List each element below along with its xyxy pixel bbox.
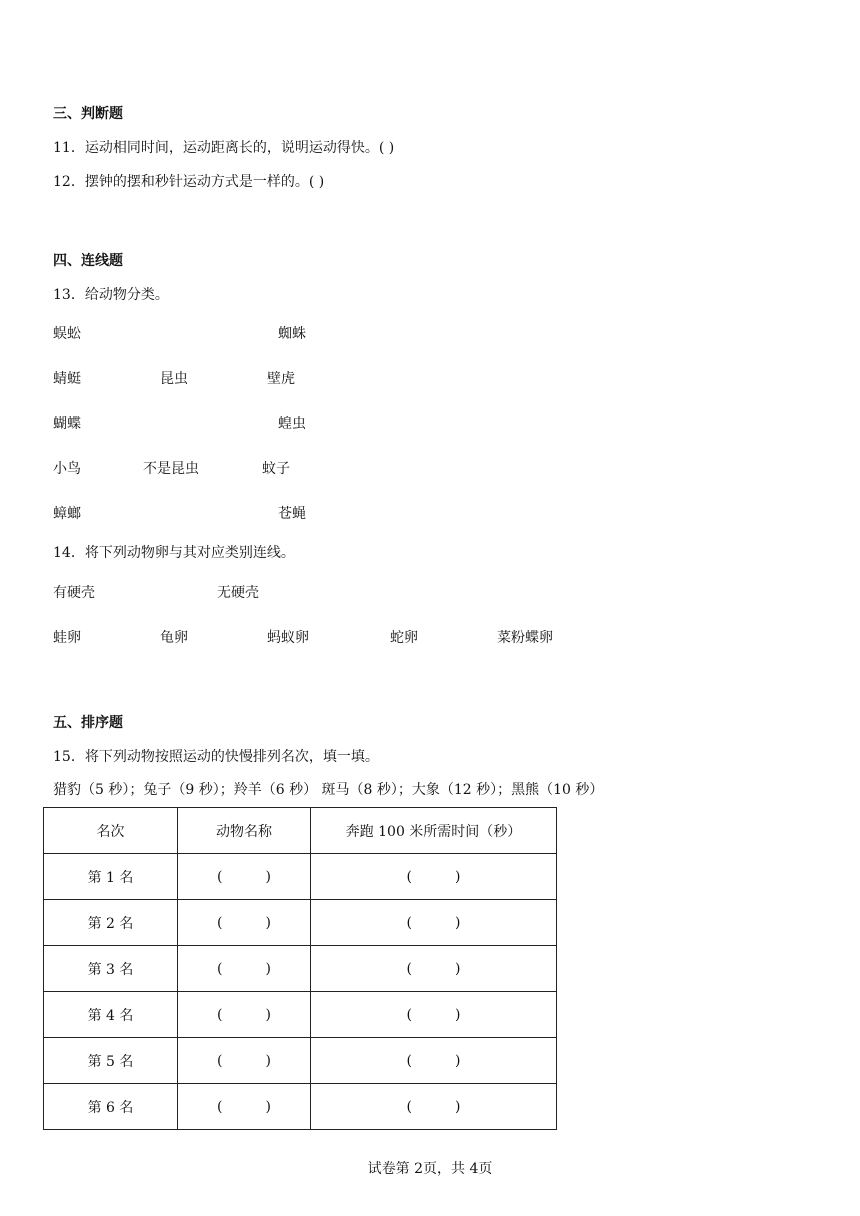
open-paren: ( [217,960,223,977]
section-3-title: 三、判断题 [53,106,123,122]
q15-animal-times: 猎豹（5 秒）；兔子（9 秒）；羚羊（6 秒） 斑马（8 秒）；大象（12 秒）；黑熊（10 秒） [53,782,604,798]
animal-name-blank[interactable] [178,854,311,900]
open-paren: ( [406,1052,412,1069]
q13-category-not-insect: 不是昆虫 [143,461,199,477]
close-paren: ) [265,1052,271,1069]
open-paren: ( [406,868,412,885]
ranking-table [43,807,557,1130]
answer-parentheses [217,915,271,931]
close-paren: ) [455,914,461,931]
question-14: 14．将下列动物卵与其对应类别连线。 [53,545,295,561]
close-paren: ) [265,868,271,885]
close-paren: ) [455,960,461,977]
close-paren: ) [265,914,271,931]
rank-label: 第 4 名 [44,992,178,1038]
q13-item-bird: 小鸟 [53,461,81,477]
answer-parentheses [217,1007,271,1023]
rank-label: 第 3 名 [44,946,178,992]
q13-item-dragonfly: 蜻蜓 [53,371,81,387]
open-paren: ( [406,1006,412,1023]
time-blank[interactable] [311,854,557,900]
open-paren: ( [406,960,412,977]
q13-item-fly: 苍蝇 [278,506,306,522]
rank-label: 第 6 名 [44,1084,178,1130]
table-row [44,1038,557,1084]
open-paren: ( [217,1006,223,1023]
q13-category-insect: 昆虫 [160,371,188,387]
open-paren: ( [217,1098,223,1115]
q14-category-hard-shell: 有硬壳 [53,585,95,601]
time-blank[interactable] [311,1084,557,1130]
q13-item-cockroach: 蟑螂 [53,506,81,522]
question-12: 12．摆钟的摆和秒针运动方式是一样的。( ) [53,174,325,190]
open-paren: ( [406,1098,412,1115]
answer-parentheses [217,1053,271,1069]
answer-parentheses [217,1099,271,1115]
answer-parentheses [407,1099,461,1115]
open-paren: ( [406,914,412,931]
time-blank[interactable] [311,1038,557,1084]
q13-item-centipede: 蜈蚣 [53,326,81,342]
time-blank[interactable] [311,946,557,992]
answer-parentheses [407,869,461,885]
open-paren: ( [217,914,223,931]
time-blank[interactable] [311,900,557,946]
table-row [44,900,557,946]
q13-item-mosquito: 蚊子 [262,461,290,477]
close-paren: ) [455,1006,461,1023]
header-animal-name: 动物名称 [178,808,311,854]
q14-item-ant-egg: 蚂蚁卵 [267,630,309,646]
page-footer: 试卷第 2页，共 4页 [367,1161,493,1177]
header-rank: 名次 [44,808,178,854]
q14-item-snake-egg: 蛇卵 [390,630,418,646]
animal-name-blank[interactable] [178,900,311,946]
q13-item-spider: 蜘蛛 [278,326,306,342]
q14-item-turtle-egg: 龟卵 [160,630,188,646]
q13-item-locust: 蝗虫 [278,416,306,432]
animal-name-blank[interactable] [178,946,311,992]
answer-parentheses [217,869,271,885]
q13-item-butterfly: 蝴蝶 [53,416,81,432]
animal-name-blank[interactable] [178,992,311,1038]
open-paren: ( [217,1052,223,1069]
rank-label: 第 1 名 [44,854,178,900]
animal-name-blank[interactable] [178,1084,311,1130]
rank-label: 第 5 名 [44,1038,178,1084]
q14-item-frog-egg: 蛙卵 [53,630,81,646]
rank-label: 第 2 名 [44,900,178,946]
section-4-title: 四、连线题 [53,253,123,269]
open-paren: ( [217,868,223,885]
table-row [44,854,557,900]
question-13: 13．给动物分类。 [53,287,169,303]
close-paren: ) [455,1098,461,1115]
question-11: 11．运动相同时间，运动距离长的，说明运动得快。( ) [53,140,395,156]
section-5-title: 五、排序题 [53,715,123,731]
animal-name-blank[interactable] [178,1038,311,1084]
answer-parentheses [407,1007,461,1023]
question-15: 15．将下列动物按照运动的快慢排列名次，填一填。 [53,749,379,765]
table-row [44,1084,557,1130]
header-time: 奔跑 100 米所需时间（秒） [311,808,557,854]
answer-parentheses [217,961,271,977]
q14-category-no-hard-shell: 无硬壳 [217,585,259,601]
close-paren: ) [455,868,461,885]
close-paren: ) [265,1098,271,1115]
answer-parentheses [407,961,461,977]
table-row [44,992,557,1038]
close-paren: ) [265,960,271,977]
close-paren: ) [265,1006,271,1023]
table-header-row [44,808,557,854]
table-row [44,946,557,992]
q13-item-gecko: 壁虎 [267,371,295,387]
q14-item-cabbage-butterfly-egg: 菜粉蝶卵 [497,630,553,646]
time-blank[interactable] [311,992,557,1038]
answer-parentheses [407,1053,461,1069]
answer-parentheses [407,915,461,931]
close-paren: ) [455,1052,461,1069]
